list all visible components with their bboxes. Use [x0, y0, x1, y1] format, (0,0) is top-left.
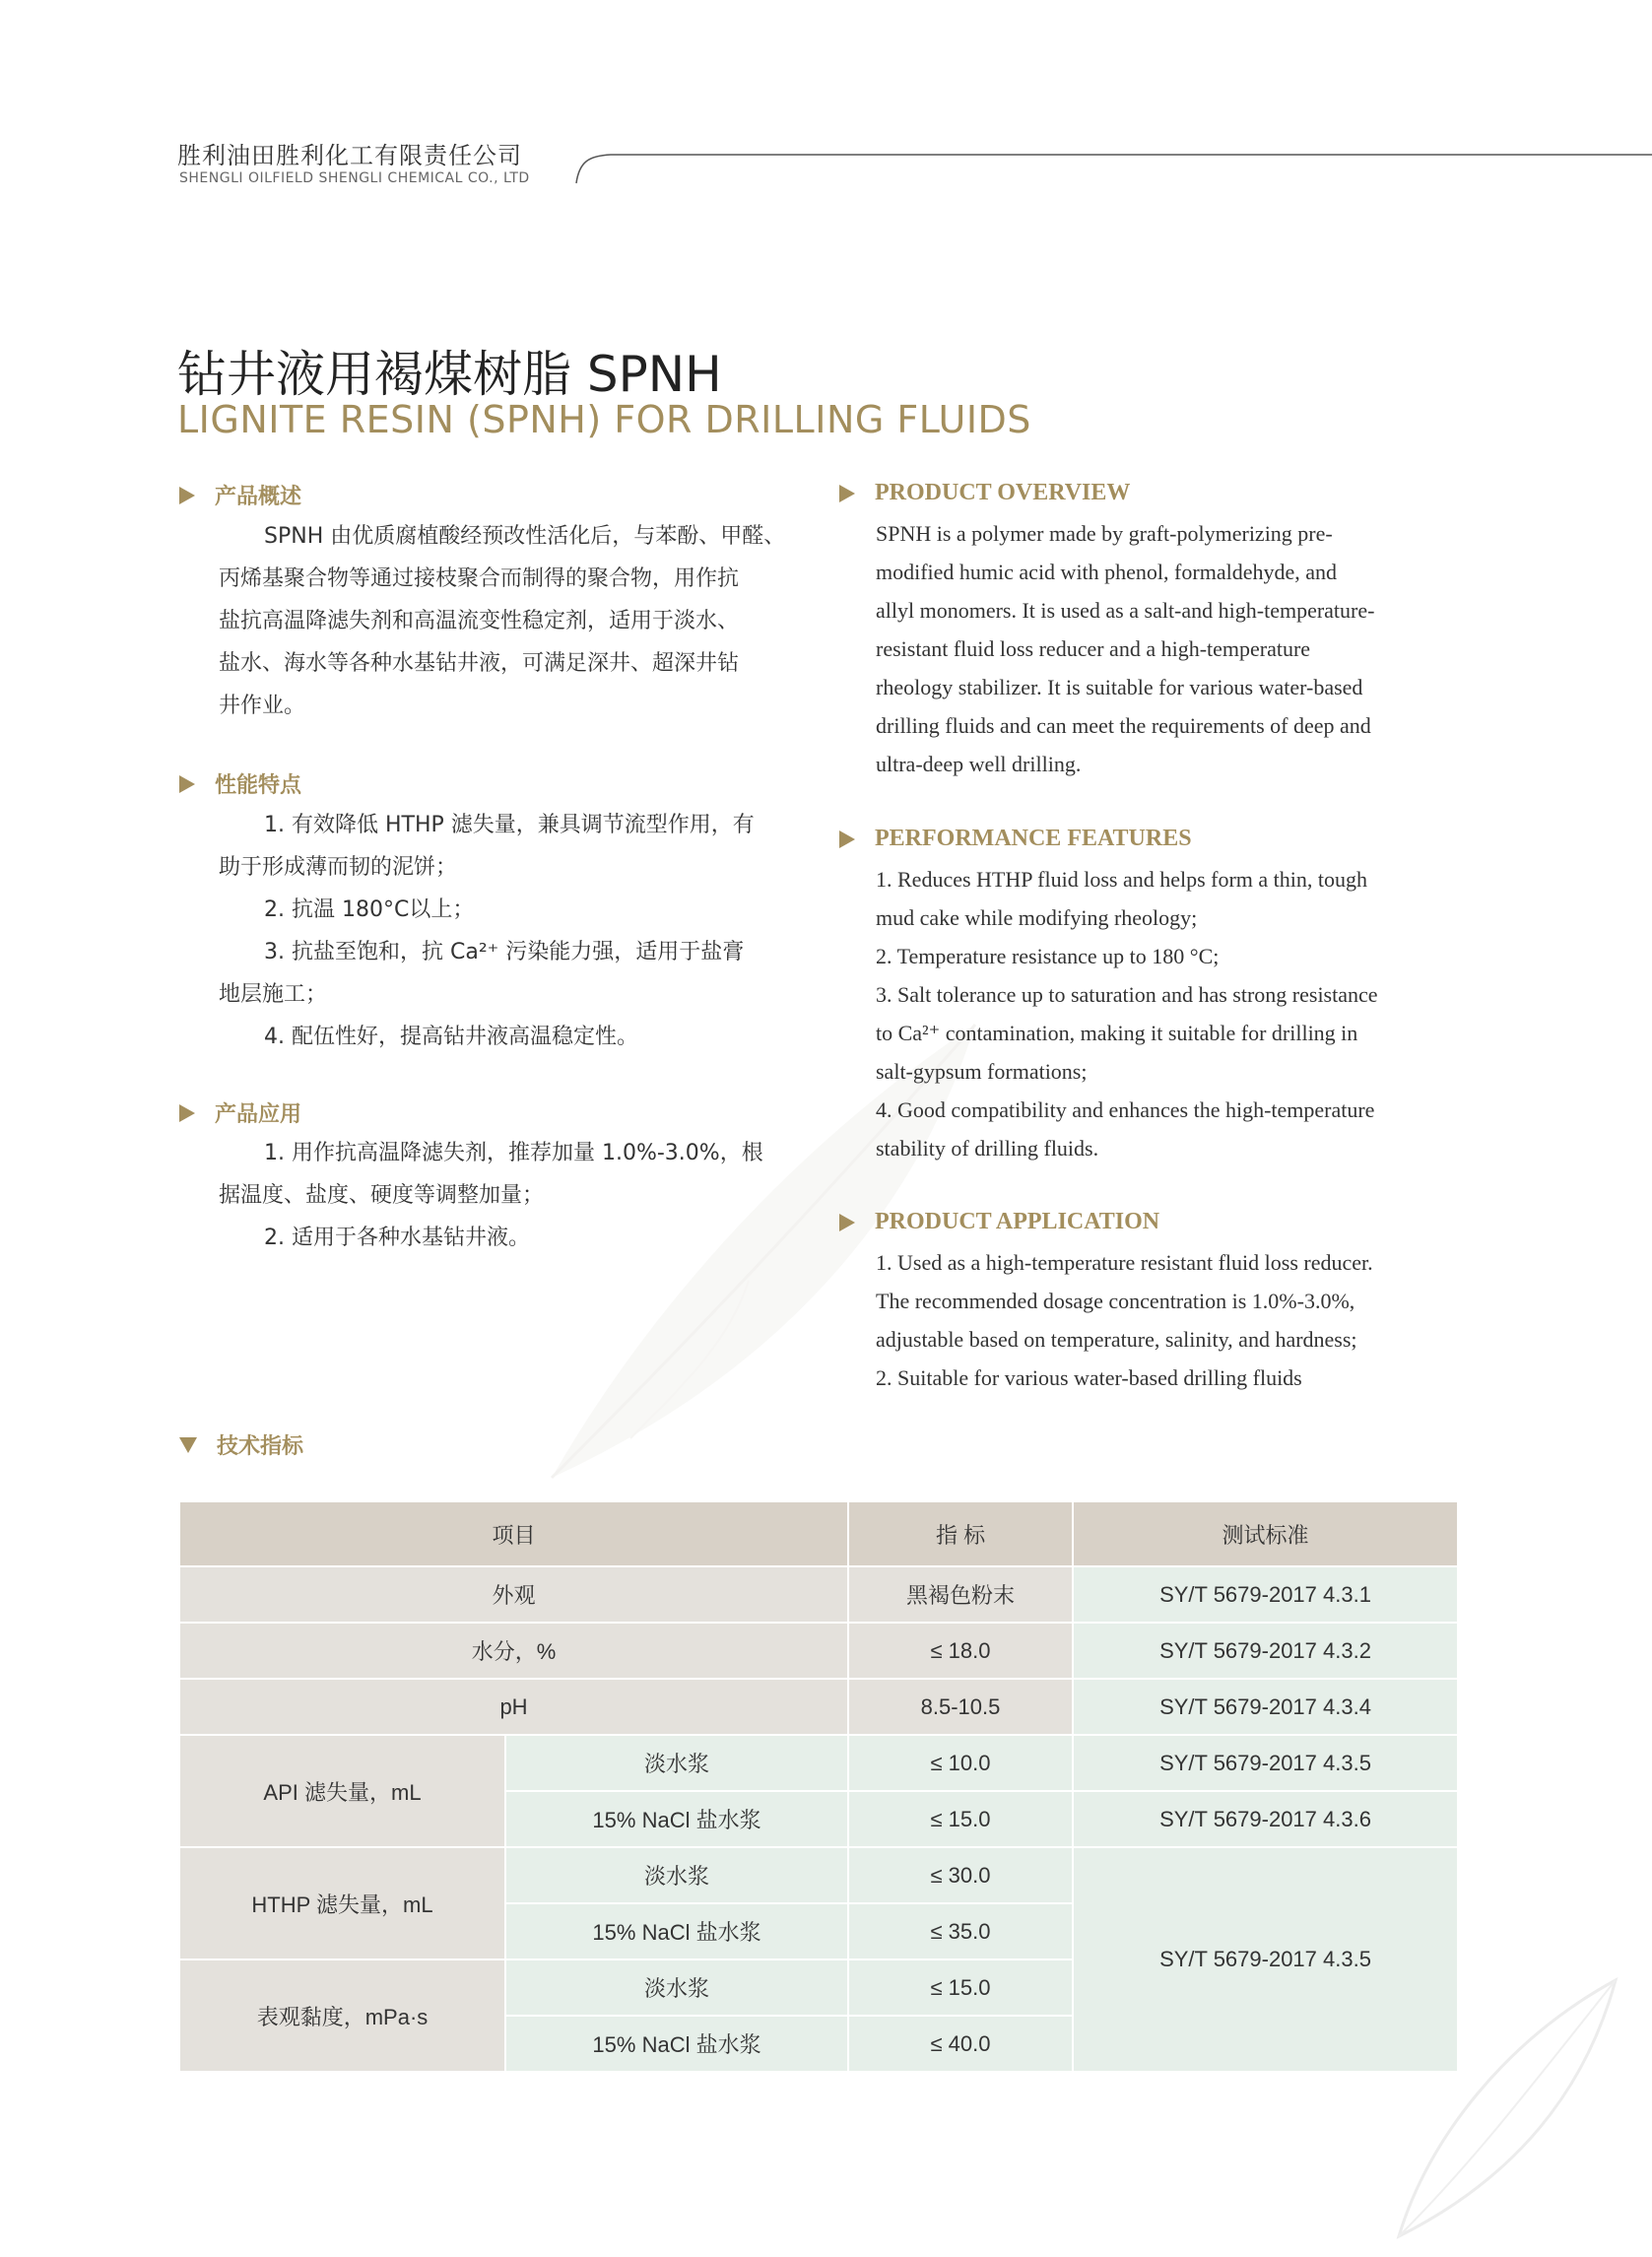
- section-heading-specs: 技术指标: [179, 1429, 303, 1460]
- product-title-en: LIGNITE RESIN (SPNH) FOR DRILLING FLUIDS: [177, 398, 1031, 441]
- table-header-row: [180, 1502, 1458, 1566]
- company-name-cn: 胜利油田胜利化工有限责任公司: [177, 142, 522, 169]
- table-row: 水分，% ≤ 18.0 SY/T 5679-2017 4.3.2: [180, 1623, 1458, 1679]
- logo-watermark: [1369, 1960, 1635, 2256]
- header-rule: [571, 148, 1652, 187]
- header-standard: 测试标准: [1073, 1502, 1458, 1566]
- section-heading-overview-en: PRODUCT OVERVIEW: [839, 480, 1130, 506]
- table-row: 15% NaCl 盐水浆 ≤ 35.0: [180, 1903, 1458, 1959]
- application-cn-text: 1. 用作抗高温降滤失剂，推荐加量 1.0%-3.0%，根 据温度、盐度、硬度等调整加量； 2. 适用于各种水基钻井液。: [219, 1141, 763, 1250]
- triangle-right-icon: [839, 1214, 855, 1231]
- header-value: 指 标: [848, 1502, 1073, 1566]
- table-row: API 滤失量，mL 淡水浆 ≤ 10.0 SY/T 5679-2017 4.3.5: [180, 1735, 1458, 1791]
- specs-table: [180, 1502, 1459, 2073]
- table-row: 外观 黑褐色粉末 SY/T 5679-2017 4.3.1: [180, 1566, 1458, 1623]
- features-en-text: 1. Reduces HTHP fluid loss and helps form a thin, tough mud cake while modifying rheology; 2. Temperature resistance up to 180 °C; 3. Salt tolerance up to saturation and has strong resistance to Ca²⁺ contamination, making it suitable for drilling in salt-gypsum formations; 4. Good compatibility and enhances the high-temperature stability of drilling fluids.: [876, 867, 1378, 1161]
- features-cn-text: 1. 有效降低 HTHP 滤失量，兼具调节流型作用，有 助于形成薄而韧的泥饼； 2. 抗温 180°C以上； 3. 抗盐至饱和，抗 Ca²⁺ 污染能力强，适用于盐膏 地层施工； 4. 配伍性好，提高钻井液高温稳定性。: [219, 813, 755, 1049]
- triangle-right-icon: [839, 830, 855, 848]
- triangle-right-icon: [179, 775, 195, 793]
- merged-standard-cell: SY/T 5679-2017 4.3.5: [1073, 1847, 1458, 2072]
- triangle-right-icon: [839, 485, 855, 502]
- table-row: pH 8.5-10.5 SY/T 5679-2017 4.3.4: [180, 1679, 1458, 1735]
- section-heading-features-en: PERFORMANCE FEATURES: [839, 826, 1192, 852]
- triangle-right-icon: [179, 487, 195, 504]
- product-title-cn: 钻井液用褐煤树脂 SPNH: [177, 346, 722, 403]
- overview-en-text: SPNH is a polymer made by graft-polymerizing pre- modified humic acid with phenol, formaldehyde, and allyl monomers. It is used as a salt-and high-temperature- resistant fluid loss reducer and a high-temperature rheology stabilizer. It is suitable for various water-based drilling fluids and can meet the requirements of deep and ultra-deep well drilling.: [876, 521, 1375, 776]
- table-row: HTHP 滤失量，mL 淡水浆 ≤ 30.0 SY/T 5679-2017 4.3.5: [180, 1847, 1458, 1903]
- overview-cn-text: SPNH 由优质腐植酸经预改性活化后，与苯酚、甲醛、 丙烯基聚合物等通过接枝聚合而制得的聚合物，用作抗 盐抗高温降滤失剂和高温流变性稳定剂，适用于淡水、 盐水、海水等各种水基钻井液，可满足深井、超深井钻 井作业。: [219, 524, 786, 718]
- triangle-down-icon: [179, 1437, 197, 1453]
- company-name-en: SHENGLI OILFIELD SHENGLI CHEMICAL CO., LTD: [179, 170, 530, 186]
- section-heading-application-en: PRODUCT APPLICATION: [839, 1209, 1159, 1235]
- application-en-text: 1. Used as a high-temperature resistant fluid loss reducer. The recommended dosage concentration is 1.0%-3.0%, adjustable based on temperature, salinity, and hardness; 2. Suitable for various water-based drilling fluids: [876, 1250, 1373, 1390]
- section-heading-features-cn: 性能特点: [179, 768, 301, 799]
- section-heading-application-cn: 产品应用: [179, 1097, 301, 1128]
- table-row: 表观黏度，mPa·s 淡水浆 ≤ 15.0: [180, 1959, 1458, 2016]
- table-row: 15% NaCl 盐水浆 ≤ 40.0: [180, 2016, 1458, 2072]
- table-row: 15% NaCl 盐水浆 ≤ 15.0 SY/T 5679-2017 4.3.6: [180, 1791, 1458, 1847]
- header-item: 项目: [180, 1502, 848, 1566]
- triangle-right-icon: [179, 1104, 195, 1122]
- section-heading-overview-cn: 产品概述: [179, 480, 301, 510]
